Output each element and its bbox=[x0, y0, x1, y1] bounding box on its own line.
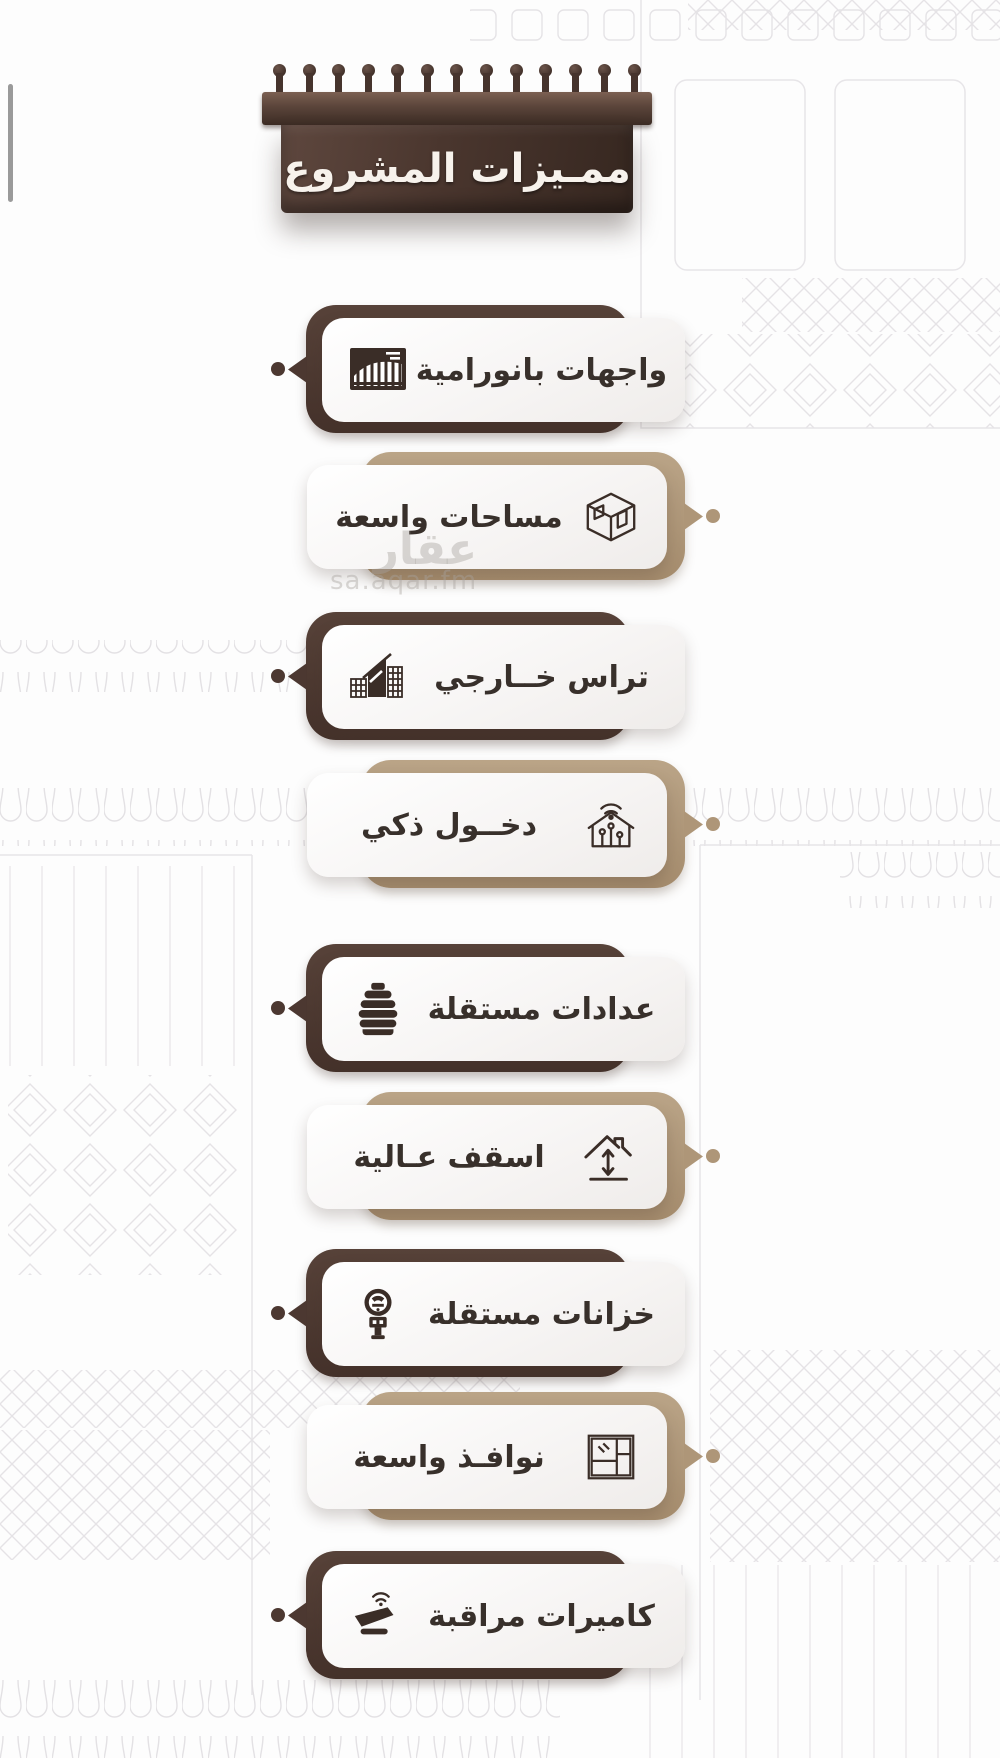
terrace-icon bbox=[346, 645, 410, 709]
crown-knob bbox=[538, 64, 553, 92]
feature-card bbox=[322, 318, 685, 422]
crown-knob bbox=[331, 64, 346, 92]
crown-knob bbox=[479, 64, 494, 92]
feature-card bbox=[307, 773, 667, 877]
pointer-dot bbox=[706, 1449, 720, 1463]
crown-knob bbox=[272, 64, 287, 92]
pointer-dot bbox=[271, 1001, 285, 1015]
pointer-dot bbox=[271, 1306, 285, 1320]
cctv-camera-icon bbox=[346, 1584, 410, 1648]
watermark-logo: عقار bbox=[373, 524, 478, 575]
feature-card-spacious-areas bbox=[0, 452, 1000, 582]
feature-card-cctv-cameras bbox=[0, 1551, 1000, 1681]
pointer-wedge bbox=[288, 1602, 307, 1629]
feature-card bbox=[322, 957, 685, 1061]
pointer-wedge bbox=[684, 811, 703, 838]
feature-label: خزانات مستقلة bbox=[427, 1296, 656, 1332]
pointer-dot bbox=[271, 669, 285, 683]
pointer-dot bbox=[271, 1608, 285, 1622]
pointer-wedge bbox=[288, 995, 307, 1022]
crown-knob bbox=[597, 64, 612, 92]
pointer-wedge bbox=[684, 1443, 703, 1470]
crown-knob bbox=[627, 64, 642, 92]
feature-card bbox=[307, 465, 667, 569]
panoramic-facade-icon bbox=[346, 338, 410, 402]
high-ceiling-icon bbox=[579, 1125, 643, 1189]
feature-card-high-ceilings bbox=[0, 1092, 1000, 1222]
pointer-dot bbox=[706, 1149, 720, 1163]
feature-label: اسقف عـالية bbox=[353, 1139, 545, 1175]
feature-card bbox=[307, 1105, 667, 1209]
header-banner bbox=[262, 62, 652, 213]
banner-crown bbox=[262, 62, 652, 92]
pointer-dot bbox=[706, 817, 720, 831]
crown-knob bbox=[420, 64, 435, 92]
crown-knob bbox=[302, 64, 317, 92]
independent-tanks-icon bbox=[346, 1282, 410, 1346]
independent-meters-icon bbox=[346, 977, 410, 1041]
pointer-wedge bbox=[288, 356, 307, 383]
page-title: ممـيزات المشروع bbox=[283, 146, 631, 192]
pointer-dot bbox=[706, 509, 720, 523]
crown-knob bbox=[449, 64, 464, 92]
feature-card bbox=[307, 1405, 667, 1509]
feature-card-smart-entry bbox=[0, 760, 1000, 890]
feature-card bbox=[322, 625, 685, 729]
feature-label: دخــول ذكي bbox=[360, 807, 537, 843]
feature-label: مساحات واسعة bbox=[335, 499, 563, 535]
feature-card-independent-meters bbox=[0, 944, 1000, 1074]
feature-card bbox=[322, 1262, 685, 1366]
pointer-wedge bbox=[288, 1300, 307, 1327]
feature-card-panoramic-facades bbox=[0, 305, 1000, 435]
wide-windows-icon bbox=[579, 1425, 643, 1489]
feature-label: كاميرات مراقبة bbox=[428, 1598, 655, 1634]
crown-knob bbox=[361, 64, 376, 92]
crown-knob bbox=[509, 64, 524, 92]
watermark-domain: sa.aqar.fm bbox=[330, 566, 478, 596]
banner-board bbox=[281, 125, 633, 213]
feature-card bbox=[322, 1564, 685, 1668]
feature-card-wide-windows bbox=[0, 1392, 1000, 1522]
crown-knob bbox=[568, 64, 583, 92]
banner-beam bbox=[262, 92, 652, 125]
spacious-area-icon bbox=[579, 485, 643, 549]
pointer-wedge bbox=[288, 663, 307, 690]
feature-label: واجهات بانورامية bbox=[415, 352, 668, 388]
pointer-wedge bbox=[684, 503, 703, 530]
crown-knob bbox=[390, 64, 405, 92]
feature-card-independent-tanks bbox=[0, 1249, 1000, 1379]
scrollbar-thumb[interactable] bbox=[8, 84, 13, 202]
pointer-dot bbox=[271, 362, 285, 376]
feature-label: تراس خــارجي bbox=[434, 659, 649, 695]
pointer-wedge bbox=[684, 1143, 703, 1170]
feature-label: عدادات مستقلة bbox=[427, 991, 656, 1027]
smart-entry-icon bbox=[579, 793, 643, 857]
feature-label: نوافـذ واسعة bbox=[353, 1439, 545, 1475]
feature-card-external-terrace bbox=[0, 612, 1000, 742]
